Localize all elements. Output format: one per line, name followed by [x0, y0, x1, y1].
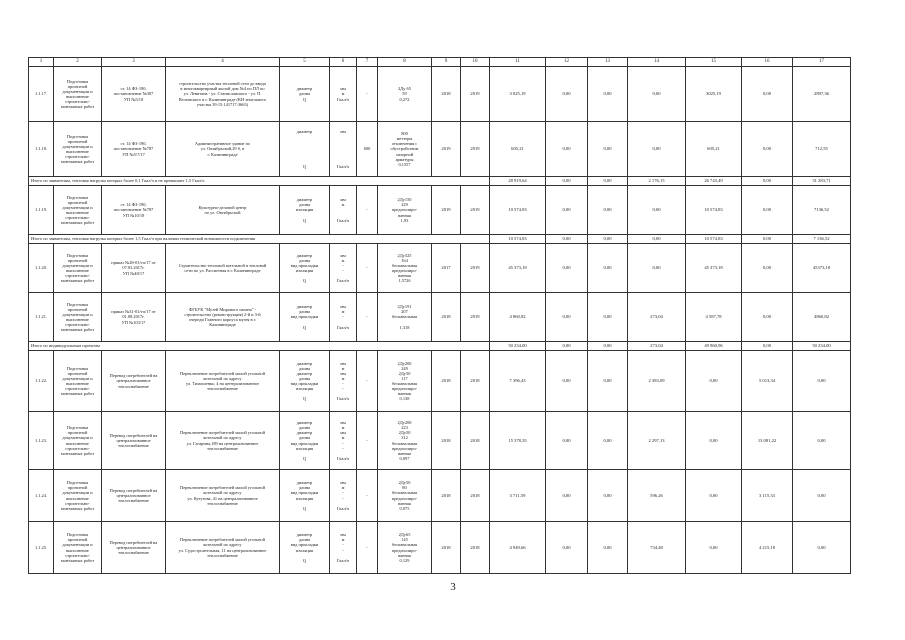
cost-col-14: 734,48: [628, 522, 686, 574]
subtotal-row: [29, 235, 851, 244]
subtotal-cost-col-12: 0,00: [546, 235, 588, 244]
end-year: 2018: [461, 522, 490, 574]
subtotal-cost-col-14: 273,04: [628, 342, 686, 351]
parameter-names: диаметр длина вид прокладки изоляция Q: [280, 522, 330, 574]
subtotal-cost-col-14: 2 176,15: [628, 177, 686, 186]
table-row: [29, 522, 851, 574]
subtotal-cost-col-15: 10 574,83: [686, 235, 742, 244]
cost-col-17: 0,00: [793, 351, 851, 412]
cost-col-15: 3025,19: [686, 67, 742, 122]
cost-col-12: 0,00: [546, 351, 588, 412]
work-type: Подготовка проектной документации и выполнение строительно- монтажных работ: [54, 412, 102, 470]
cost-col-17: 0,00: [793, 412, 851, 470]
cost-col-16: 0,00: [742, 293, 793, 342]
cost-col-15: 10 574,83: [686, 186, 742, 235]
subtotal-cost-col-15: 26 743,49: [686, 177, 742, 186]
subtotal-label: Итого по заявителям, тепловая нагрузка которых более 0,1 Гкал/ч и не превышает 1,5 Гкал/ч: [29, 177, 490, 186]
table-row: [29, 293, 851, 342]
cost-col-13: 0,00: [588, 293, 628, 342]
cost-col-17: 2897,36: [793, 67, 851, 122]
cost-col-17: 4860,82: [793, 293, 851, 342]
cost-col-16: 0,00: [742, 67, 793, 122]
parameter-after: 2Ду200 249 2Ду50 117 бесканальная предизолиро- ванная 0,138: [378, 351, 432, 412]
cost-col-17: 712,55: [793, 122, 851, 177]
cost-col-15: 0,00: [686, 351, 742, 412]
end-year: 2018: [461, 351, 490, 412]
total-cost: 45 373,18: [490, 244, 546, 293]
parameter-before: -: [357, 244, 378, 293]
column-number: 15: [686, 58, 742, 67]
column-number: 14: [628, 58, 686, 67]
basis-document: Перевод потребителей на централизованное теплоснабжение: [102, 522, 166, 574]
column-number: 4: [166, 58, 280, 67]
total-cost: 7 396,43: [490, 351, 546, 412]
basis-document: ст. 14 ФЗ-190, постановление №787 УП №10/18: [102, 186, 166, 235]
object-description: Строительство тепловой котельной в тепловой сети по ул. Рассветная в г. Калининграде: [166, 244, 280, 293]
subtotal-cost-col-16: 0,00: [742, 342, 793, 351]
subtotal-label: Итого по индивидуальным проектам: [29, 342, 490, 351]
cost-col-14: 2 383,09: [628, 351, 686, 412]
cost-col-14: 2 297,13: [628, 412, 686, 470]
parameter-before: -: [357, 351, 378, 412]
parameter-after: 2Ду50 80 бесканальная предизолиро- ванная 0,075: [378, 470, 432, 522]
start-year: 2018: [432, 522, 461, 574]
subtotal-cost-col-14: 0,00: [628, 235, 686, 244]
cost-col-16: 3 115,33: [742, 470, 793, 522]
parameter-after: 2Ду 65 59 0,272: [378, 67, 432, 122]
object-description: Переключение потребителей малой угольной котельной по адресу ул. Кутузова, 41 на централизованное теплоснабжение: [166, 470, 280, 522]
parameter-after: 2Ду150 229 предизолиро- ванная 1,93: [378, 186, 432, 235]
cost-col-17: 7136,52: [793, 186, 851, 235]
table-row: [29, 122, 851, 177]
start-year: 2019: [432, 186, 461, 235]
cost-col-12: 0,00: [546, 522, 588, 574]
cost-col-15: 4 587,78: [686, 293, 742, 342]
cost-col-16: 13 081,22: [742, 412, 793, 470]
basis-document: ст. 14 ФЗ-190, постановление №307 УП №5/18: [102, 67, 166, 122]
column-number: 13: [588, 58, 628, 67]
row-number: 1.1.22.: [29, 351, 54, 412]
basis-document: Перевод потребителей на централизованное теплоснабжение: [102, 412, 166, 470]
cost-col-13: 0,00: [588, 67, 628, 122]
parameter-after: 2Ду65 145 бесканальная предизолиро- ванная 0,129: [378, 522, 432, 574]
table-row: [29, 351, 851, 412]
cost-col-13: 0,00: [588, 351, 628, 412]
start-year: 2019: [432, 122, 461, 177]
basis-document: приказ №28-01/тп/17 от 07.03.2017г. УП №48/17: [102, 244, 166, 293]
object-description: Переключение потребителей малой угольной котельной по адресу ул. Судостроительная, 11 на централизованное теплоснабжение: [166, 522, 280, 574]
basis-document: Перевод потребителей на централизованное теплоснабжение: [102, 351, 166, 412]
column-number-row: [29, 58, 851, 67]
parameter-units: мм м мм м - - Гкал/ч: [330, 351, 357, 412]
cost-col-16: 5 013,34: [742, 351, 793, 412]
row-number: 1.1.23.: [29, 412, 54, 470]
subtotal-cost-col-17: 31 283,71: [793, 177, 851, 186]
object-description: Административное здание по ул. Октябрьской,29 б, в г. Калининграде: [166, 122, 280, 177]
row-number: 1.1.20.: [29, 244, 54, 293]
cost-col-13: 0,00: [588, 122, 628, 177]
object-description: строительство участка тепловой сети до ввода в многоквартирный жилой дом №4 по ПЛ по ул. Левитана - ул. Станиславского - ул. П. Велешского в г. Калининграде (КН земельного участка 39:15:141717:3663): [166, 67, 280, 122]
parameter-names: диаметр длина диаметр длина вид прокладки изоляция Q: [280, 412, 330, 470]
cost-col-15: 0,00: [686, 470, 742, 522]
row-number: 1.1.24.: [29, 470, 54, 522]
total-cost: 4 949,66: [490, 522, 546, 574]
object-description: Переключение потребителей малой угольной котельной по адресу ул. Гагарина,189 на централизованное теплоснабжение: [166, 412, 280, 470]
subtotal-cost-col-17: 7 136,52: [793, 235, 851, 244]
cost-col-15: 0,00: [686, 522, 742, 574]
work-type: Подготовка проектной документации и выполнение строительно- монтажных работ: [54, 67, 102, 122]
table-row: [29, 244, 851, 293]
parameter-names: диаметр Q: [280, 122, 330, 177]
cost-col-14: 596,26: [628, 470, 686, 522]
subtotal-cost-col-17: 50 234,00: [793, 342, 851, 351]
subtotal-cost-col-13: 0,00: [588, 342, 628, 351]
subtotal-row: [29, 177, 851, 186]
cost-col-12: 0,00: [546, 293, 588, 342]
cost-col-16: 0,00: [742, 186, 793, 235]
object-description: ФГБУК "Музей Мирового океана" - строительство (реконструкция) 2-й и 3-й очереди Главного корпуса музея в г. Калининграде: [166, 293, 280, 342]
cost-col-16: 0,00: [742, 122, 793, 177]
object-description: Переключение потребителей малой угольной котельной по адресу ул. Тимошенко, 4 на централизованное теплоснабжение: [166, 351, 280, 412]
total-cost: 3 711,59: [490, 470, 546, 522]
cost-col-12: 0,00: [546, 122, 588, 177]
object-description: Культурно-деловой центр по ул. Октябрьской: [166, 186, 280, 235]
work-type: Подготовка проектной документации и выполнение строительно- монтажных работ: [54, 351, 102, 412]
cost-col-12: 0,00: [546, 412, 588, 470]
cost-col-17: 0,00: [793, 522, 851, 574]
table-row: [29, 470, 851, 522]
column-number: 7: [357, 58, 378, 67]
row-number: 1.1.25.: [29, 522, 54, 574]
start-year: 2018: [432, 67, 461, 122]
investment-program-table: [28, 57, 851, 574]
parameter-names: диаметр длина изоляция Q: [280, 186, 330, 235]
parameter-after: 2Ду191 207 бесканальная 1,318: [378, 293, 432, 342]
cost-col-12: 0,00: [546, 470, 588, 522]
parameter-units: мм м Гкал/ч: [330, 67, 357, 122]
total-cost: 4 860,82: [490, 293, 546, 342]
row-number: 1.1.19.: [29, 186, 54, 235]
parameter-units: мм м - Гкал/ч: [330, 293, 357, 342]
cost-col-13: 0,00: [588, 412, 628, 470]
basis-document: Перевод потребителей на централизованное теплоснабжение: [102, 470, 166, 522]
start-year: 2018: [432, 351, 461, 412]
end-year: 2018: [461, 470, 490, 522]
subtotal-cost-col-13: 0,00: [588, 177, 628, 186]
subtotal-total-cost: 50 234,00: [490, 342, 546, 351]
parameter-units: мм м Гкал/ч: [330, 186, 357, 235]
subtotal-cost-col-13: 0,00: [588, 235, 628, 244]
work-type: Подготовка проектной документации и выполнение строительно- монтажных работ: [54, 293, 102, 342]
cost-col-12: 0,00: [546, 67, 588, 122]
parameter-units: мм м - - Гкал/ч: [330, 470, 357, 522]
column-number: 8: [378, 58, 432, 67]
table-row: [29, 186, 851, 235]
table-row: [29, 412, 851, 470]
total-cost: 3 025,19: [490, 67, 546, 122]
subtotal-cost-col-16: 0,00: [742, 177, 793, 186]
subtotal-total-cost: 28 919,64: [490, 177, 546, 186]
subtotal-label: Итого по заявителям, тепловая нагрузка которых более 1,5 Гкал/ч при наличии технической возможности подключения: [29, 235, 490, 244]
cost-col-13: 0,00: [588, 244, 628, 293]
column-number: 3: [102, 58, 166, 67]
parameter-before: -: [357, 67, 378, 122]
column-number: 16: [742, 58, 793, 67]
row-number: 1.1.21.: [29, 293, 54, 342]
parameter-before: -: [357, 412, 378, 470]
end-year: 2019: [461, 244, 490, 293]
cost-col-13: 0,00: [588, 522, 628, 574]
subtotal-cost-col-12: 0,00: [546, 177, 588, 186]
cost-col-13: 0,00: [588, 470, 628, 522]
work-type: Подготовка проектной документации и выполнение строительно- монтажных работ: [54, 244, 102, 293]
parameter-units: мм м - - Гкал/ч: [330, 244, 357, 293]
column-number: 5: [280, 58, 330, 67]
cost-col-14: 0,00: [628, 122, 686, 177]
basis-document: приказ №31-01/тп/17 от 01.08.2017г. УП №103/17: [102, 293, 166, 342]
work-type: Подготовка проектной документации и выполнение строительно- монтажных работ: [54, 186, 102, 235]
parameter-before: -: [357, 522, 378, 574]
column-number: 12: [546, 58, 588, 67]
parameter-units: мм м мм м - - Гкал/ч: [330, 412, 357, 470]
cost-col-17: 45373,18: [793, 244, 851, 293]
parameter-units: мм м - - Гкал/ч: [330, 522, 357, 574]
subtotal-cost-col-15: 49 960,96: [686, 342, 742, 351]
cost-col-14: 0,00: [628, 67, 686, 122]
column-number: 10: [461, 58, 490, 67]
cost-col-15: 605,21: [686, 122, 742, 177]
subtotal-cost-col-16: 0,00: [742, 235, 793, 244]
cost-col-13: 0,00: [588, 186, 628, 235]
column-number: 6: [330, 58, 357, 67]
work-type: Подготовка проектной документации и выполнение строительно- монтажных работ: [54, 470, 102, 522]
parameter-before: -: [357, 186, 378, 235]
parameter-before: 600: [357, 122, 378, 177]
column-number: 2: [54, 58, 102, 67]
row-number: 1.1.18.: [29, 122, 54, 177]
parameter-names: диаметр длина вид прокладки Q: [280, 293, 330, 342]
subtotal-cost-col-12: 0,00: [546, 342, 588, 351]
cost-col-16: 4 215,18: [742, 522, 793, 574]
cost-col-14: 273,04: [628, 293, 686, 342]
parameter-after: 2Ду325 164 бесканальная предизолиро- ванная 1,5726: [378, 244, 432, 293]
parameter-after: 2Ду200 223 2Ду50 312 бесканальная предизолиро- ванная 0,097: [378, 412, 432, 470]
cost-col-12: 0,00: [546, 186, 588, 235]
subtotal-total-cost: 10 574,83: [490, 235, 546, 244]
page-number: 3: [450, 581, 456, 593]
start-year: 2018: [432, 470, 461, 522]
end-year: 2019: [461, 293, 490, 342]
cost-col-12: 0,00: [546, 244, 588, 293]
cost-col-16: 0,00: [742, 244, 793, 293]
parameter-before: -: [357, 470, 378, 522]
parameter-names: диаметр длина вид прокладки изоляция Q: [280, 470, 330, 522]
column-number: 1: [29, 58, 54, 67]
table-row: [29, 67, 851, 122]
parameter-units: мм Гкал/ч: [330, 122, 357, 177]
cost-col-15: 45 373,18: [686, 244, 742, 293]
end-year: 2018: [461, 412, 490, 470]
subtotal-row: [29, 342, 851, 351]
total-cost: 10 574,83: [490, 186, 546, 235]
total-cost: 15 378,35: [490, 412, 546, 470]
end-year: 2019: [461, 67, 490, 122]
basis-document: ст. 14 ФЗ-190, постановление №787 УП №5/7/17: [102, 122, 166, 177]
start-year: 2018: [432, 412, 461, 470]
end-year: 2019: [461, 186, 490, 235]
start-year: 2018: [432, 293, 461, 342]
start-year: 2017: [432, 244, 461, 293]
parameter-names: диаметр длина диаметр длина вид прокладки изоляция Q: [280, 351, 330, 412]
parameter-after: 800 меттеры отключения с обустройством запорной арматуры 0,1557: [378, 122, 432, 177]
parameter-names: диаметр длина вид прокладки изоляция Q: [280, 244, 330, 293]
column-number: 17: [793, 58, 851, 67]
parameter-before: -: [357, 293, 378, 342]
work-type: Подготовка проектной документации и выполнение строительно- монтажных работ: [54, 522, 102, 574]
row-number: 1.1.17.: [29, 67, 54, 122]
parameter-names: диаметр длина Q: [280, 67, 330, 122]
end-year: 2019: [461, 122, 490, 177]
column-number: 11: [490, 58, 546, 67]
cost-col-17: 0,00: [793, 470, 851, 522]
work-type: Подготовка проектной документации и выполнение строительно- монтажных работ: [54, 122, 102, 177]
column-number: 9: [432, 58, 461, 67]
cost-col-14: 0,00: [628, 244, 686, 293]
cost-col-15: 0,00: [686, 412, 742, 470]
total-cost: 605,21: [490, 122, 546, 177]
cost-col-14: 0,00: [628, 186, 686, 235]
